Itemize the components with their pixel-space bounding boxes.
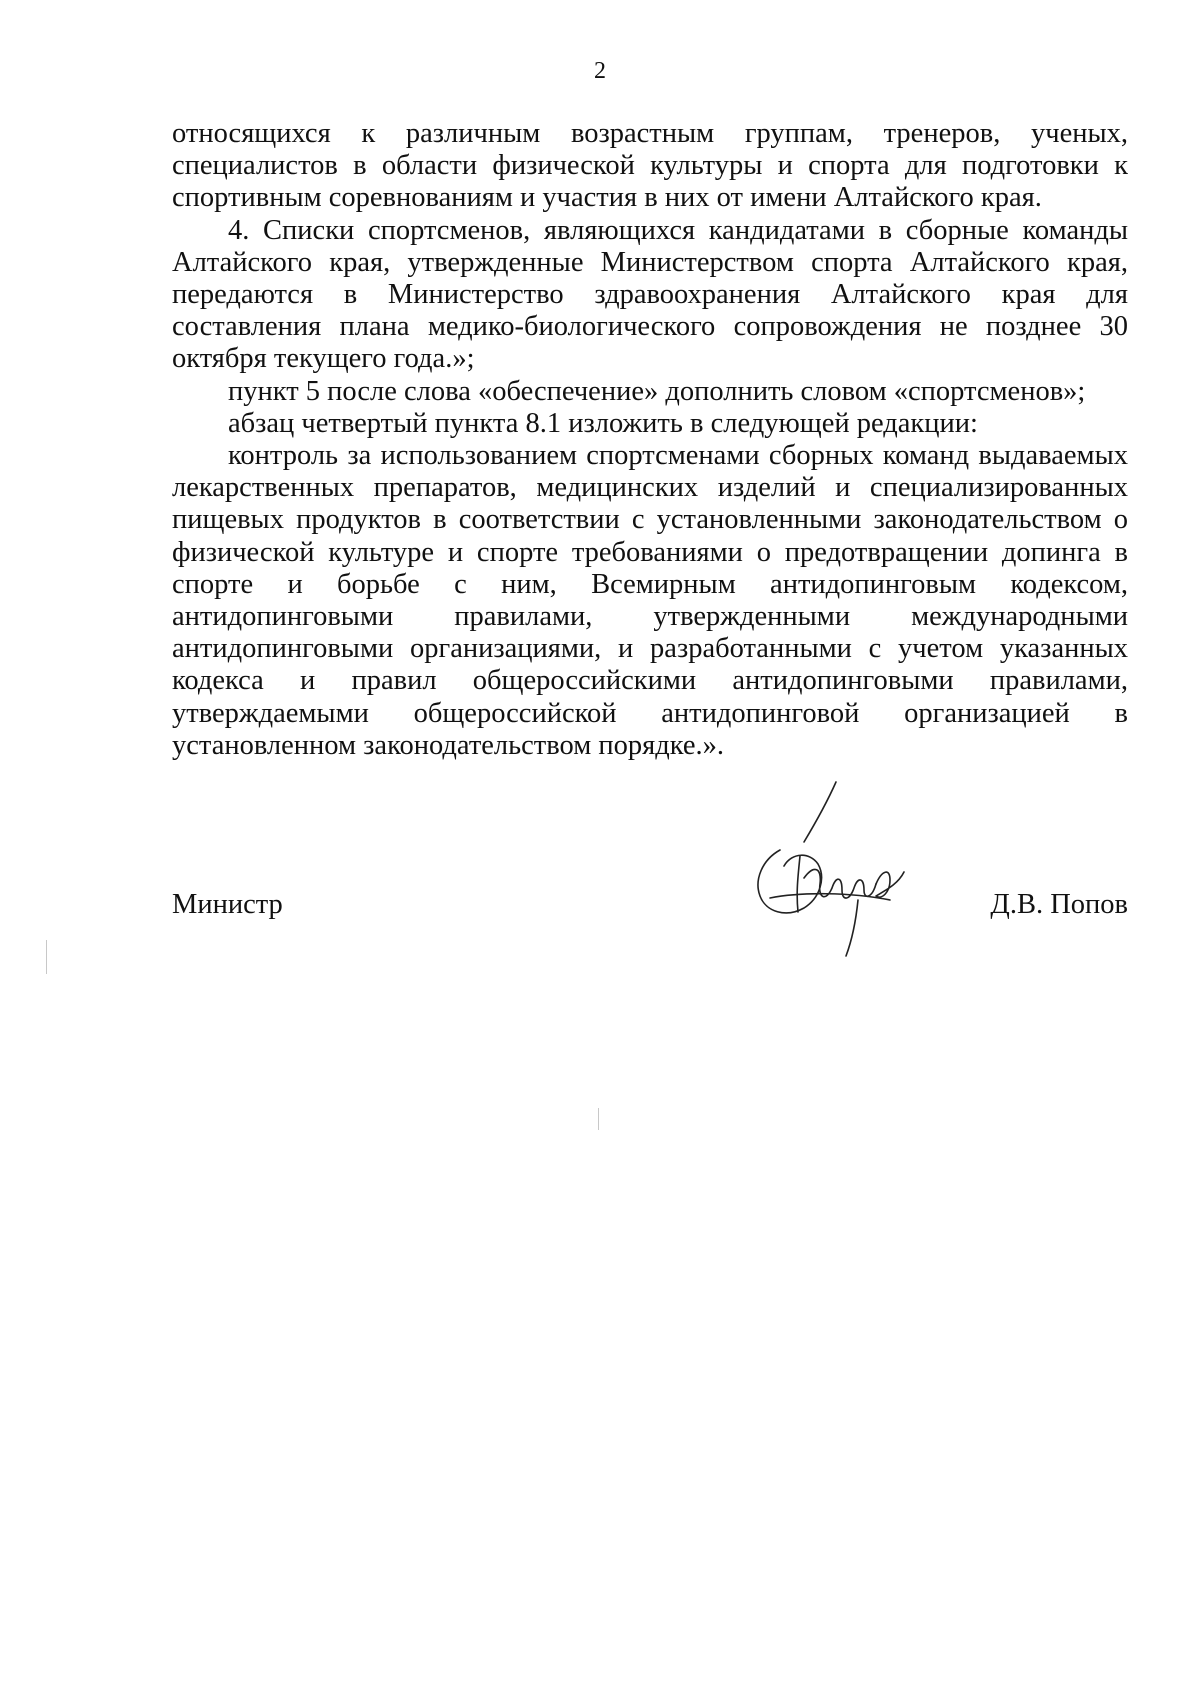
page-number: 2 — [594, 58, 606, 84]
paragraph-amend-point-8-1: абзац четвертый пункта 8.1 изложить в следующей редакции: — [228, 407, 978, 439]
paragraph-item-4: 4. Списки спортсменов, являющихся кандидатами в сборные команды Алтайского края, утвержденные Министерством спорта Алтайского края, передаются в Министерство здравоохранения Алтайского края для составления плана медико-биологического сопровождения не позднее 30 октября текущего года.»; — [172, 214, 1128, 375]
scan-artifact — [46, 940, 47, 974]
signatory-title: Министр — [172, 889, 283, 920]
paragraph-amend-point-5: пункт 5 после слова «обеспечение» дополнить словом «спортсменов»; — [228, 375, 1086, 407]
paragraph-continuation: относящихся к различным возрастным группам, тренеров, ученых, специалистов в области физической культуры и спорта для подготовки к спортивным соревнованиям и участия в них от имени Алтайского края. — [172, 118, 1128, 214]
signature-block — [172, 780, 1128, 980]
document-body — [172, 118, 1128, 762]
paragraph-new-wording: контроль за использованием спортсменами сборных команд выдаваемых лекарственных препаратов, медицинских изделий и специализированных пищевых продуктов в соответствии с установленными законодательством о физической культуре и спорте требованиями о предотвращении допинга в спорте и борьбе с ним, Всемирным антидопинговым кодексом, антидопинговыми правилами, утвержденными международными антидопинговыми организациями, и разработанными с учетом указанных кодекса и правил общероссийскими антидопинговыми правилами, утверждаемыми общероссийской антидопинговой организацией в установленном законодательством порядке.». — [172, 440, 1128, 761]
scan-artifact — [598, 1108, 599, 1130]
signatory-name: Д.В. Попов — [990, 889, 1128, 920]
signature-icon — [740, 780, 920, 960]
